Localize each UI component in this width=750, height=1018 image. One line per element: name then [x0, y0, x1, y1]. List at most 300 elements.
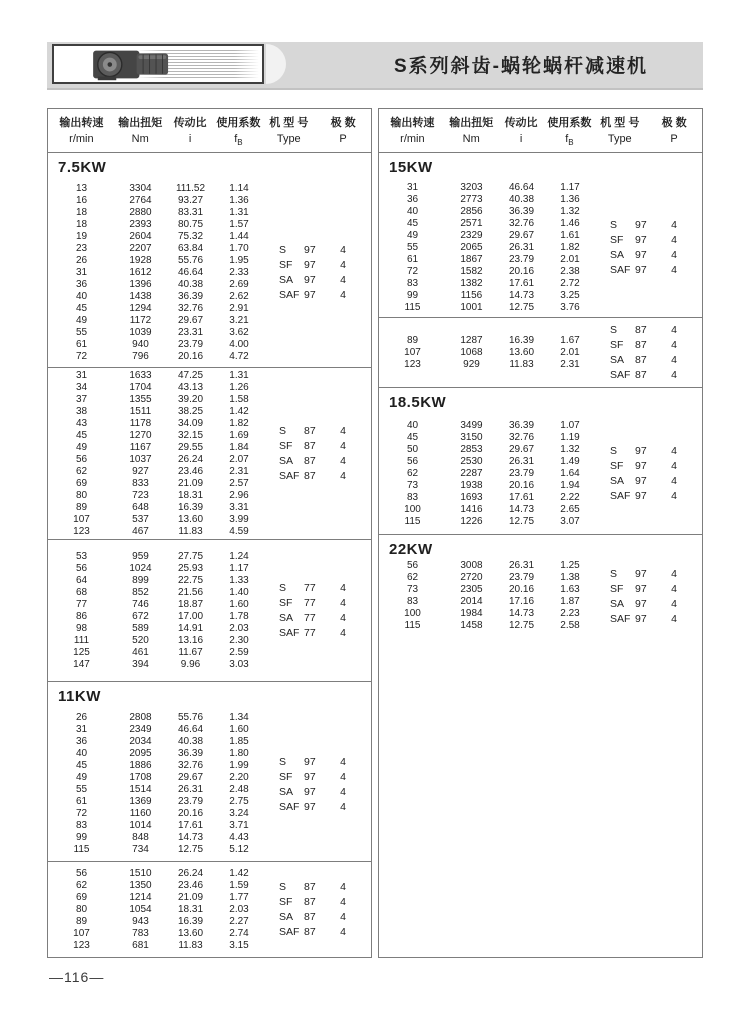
- cell-ratio: 40.38: [177, 278, 204, 290]
- spec-block: [48, 153, 371, 367]
- model-type-row: [263, 596, 371, 611]
- poles-count: 4: [340, 926, 346, 938]
- cell-ratio: 13.60: [177, 513, 204, 525]
- cell-torque: 796: [132, 350, 149, 362]
- cell-ratio: 18.31: [177, 489, 204, 501]
- poles-count: 4: [340, 612, 346, 624]
- cell-torque: 1172: [129, 314, 152, 326]
- cell-speed: 56: [75, 867, 88, 879]
- cell-torque: 1928: [129, 254, 152, 266]
- spec-rows: [379, 420, 594, 528]
- cell-ratio: 26.31: [508, 455, 535, 467]
- poles-count: 4: [671, 612, 677, 625]
- cell-torque: 1416: [460, 503, 483, 515]
- cell-speed: 45: [75, 429, 88, 441]
- table-row: [48, 291, 263, 303]
- cell-speed: 64: [75, 574, 88, 586]
- cell-service-factor: 2.38: [560, 265, 580, 277]
- cell-ratio: 34.09: [177, 417, 204, 429]
- cell-speed: 50: [406, 443, 419, 455]
- table-row: [379, 347, 594, 359]
- model-type-row: [263, 769, 371, 784]
- cell-service-factor: 3.25: [560, 289, 580, 301]
- model-type-prefix: SA: [279, 612, 294, 624]
- cell-service-factor: 1.42: [229, 867, 249, 879]
- table-row: [48, 575, 263, 587]
- cell-speed: 69: [75, 891, 88, 903]
- cell-torque: 1355: [129, 393, 152, 405]
- model-type-row: [263, 469, 371, 484]
- model-types: [594, 566, 702, 626]
- spec-rows: [379, 182, 594, 314]
- cell-ratio: 29.67: [177, 772, 204, 783]
- cell-torque: 848: [132, 832, 149, 843]
- table-row: [48, 736, 263, 748]
- model-type-size: 97: [635, 234, 647, 246]
- cell-service-factor: 3.03: [229, 658, 249, 670]
- poles-count: 4: [340, 627, 346, 639]
- cell-ratio: 55.76: [177, 254, 204, 266]
- model-type-row: [263, 626, 371, 641]
- table-row: [48, 183, 263, 195]
- cell-torque: 2287: [460, 467, 483, 479]
- model-type-name: [263, 911, 316, 923]
- cell-service-factor: 1.25: [560, 560, 580, 571]
- cell-speed: 53: [75, 550, 88, 562]
- cell-torque: 467: [132, 525, 149, 537]
- poles-count: 4: [340, 911, 346, 923]
- model-type-size: 77: [304, 627, 316, 639]
- model-type-row: [263, 454, 371, 469]
- model-type-prefix: SA: [610, 249, 625, 261]
- model-type-prefix: SA: [610, 475, 625, 487]
- cell-service-factor: 2.23: [560, 608, 580, 619]
- table-row: [379, 492, 594, 504]
- table-row: [48, 406, 263, 418]
- model-types: [263, 243, 371, 303]
- poles-count: 4: [671, 460, 677, 472]
- cell-service-factor: 2.31: [229, 465, 249, 477]
- cell-ratio: 9.96: [180, 658, 201, 670]
- model-types: [263, 880, 371, 940]
- cell-service-factor: 1.94: [560, 479, 580, 491]
- cell-ratio: 14.73: [508, 503, 535, 515]
- cell-ratio: 39.20: [177, 393, 204, 405]
- cell-service-factor: 1.34: [229, 712, 249, 723]
- cell-service-factor: 1.95: [229, 254, 249, 266]
- cell-service-factor: 1.99: [229, 760, 249, 771]
- cell-torque: 2853: [460, 443, 483, 455]
- model-type-name: [263, 627, 316, 639]
- model-type-size: 97: [304, 800, 316, 813]
- cell-torque: 3150: [460, 431, 483, 443]
- cell-torque: 3304: [129, 182, 152, 194]
- table-row: [379, 230, 594, 242]
- cell-ratio: 38.25: [177, 405, 204, 417]
- cell-ratio: 46.64: [177, 724, 204, 735]
- cell-speed: 18: [75, 218, 88, 230]
- poles-count: 4: [340, 785, 346, 798]
- cell-speed: 61: [75, 338, 88, 350]
- cell-ratio: 21.09: [177, 477, 204, 489]
- model-type-row: [263, 258, 371, 273]
- cell-service-factor: 5.12: [229, 844, 249, 855]
- column-header-ratio: 传动比 i: [173, 117, 207, 145]
- cell-service-factor: 3.31: [229, 501, 249, 513]
- model-type-size: 97: [304, 785, 316, 798]
- poles-count: 4: [340, 755, 346, 768]
- cell-service-factor: 2.65: [560, 503, 580, 515]
- cell-speed: 49: [75, 314, 88, 326]
- power-rating-title: 18.5KW: [389, 394, 447, 411]
- cell-speed: 89: [406, 334, 419, 346]
- poles-count: 4: [671, 475, 677, 487]
- cell-service-factor: 1.85: [229, 736, 249, 747]
- spec-block: [48, 681, 371, 861]
- cell-speed: 16: [75, 194, 88, 206]
- model-type-row: [594, 459, 702, 474]
- spec-tables-container: [47, 108, 703, 958]
- spec-block-body: [48, 862, 371, 957]
- cell-torque: 2880: [129, 206, 152, 218]
- cell-speed: 72: [75, 350, 88, 362]
- cell-speed: 37: [75, 393, 88, 405]
- cell-ratio: 26.24: [177, 867, 204, 879]
- cell-speed: 115: [404, 301, 421, 313]
- model-type-size: 97: [635, 264, 647, 276]
- poles-count: 4: [340, 440, 346, 452]
- table-row: [379, 584, 594, 596]
- model-type-name: [263, 612, 316, 624]
- cell-speed: 62: [406, 572, 419, 583]
- table-row: [48, 478, 263, 490]
- cell-torque: 1886: [129, 760, 152, 771]
- cell-ratio: 12.75: [508, 515, 535, 527]
- table-row: [379, 572, 594, 584]
- cell-speed: 100: [404, 503, 421, 515]
- table-row: [48, 712, 263, 724]
- model-type-prefix: S: [279, 244, 287, 256]
- model-type-size: 87: [304, 911, 316, 923]
- cell-torque: 1068: [460, 346, 483, 358]
- poles-count: 4: [671, 219, 677, 231]
- model-type-name: [263, 801, 316, 813]
- cell-torque: 2530: [460, 455, 483, 467]
- model-type-name: [594, 234, 647, 246]
- table-row: [379, 468, 594, 480]
- table-row: [48, 351, 263, 363]
- cell-speed: 107: [73, 927, 90, 939]
- cell-speed: 80: [75, 489, 88, 501]
- cell-ratio: 83.31: [177, 206, 204, 218]
- table-row: [379, 516, 594, 528]
- table-row: [379, 432, 594, 444]
- cell-torque: 2305: [460, 584, 483, 595]
- table-row: [48, 832, 263, 844]
- table-row: [48, 219, 263, 231]
- table-row: [48, 563, 263, 575]
- model-type-size: 87: [635, 354, 647, 366]
- cell-torque: 959: [132, 550, 149, 562]
- cell-ratio: 14.91: [177, 622, 204, 634]
- cell-service-factor: 1.36: [560, 193, 580, 205]
- cell-torque: 2095: [129, 748, 152, 759]
- table-row: [379, 444, 594, 456]
- cell-torque: 1287: [460, 334, 483, 346]
- cell-service-factor: 1.57: [229, 218, 249, 230]
- model-type-size: 97: [635, 460, 647, 472]
- cell-ratio: 17.00: [177, 610, 204, 622]
- cell-torque: 1693: [460, 491, 483, 503]
- spec-block: [379, 317, 702, 387]
- cell-speed: 18: [75, 206, 88, 218]
- cell-speed: 73: [406, 584, 419, 595]
- cell-service-factor: 1.82: [560, 241, 580, 253]
- power-rating-title: 22KW: [389, 541, 433, 558]
- cell-ratio: 16.39: [508, 334, 535, 346]
- table-row: [379, 335, 594, 347]
- cell-ratio: 18.31: [177, 903, 204, 915]
- cell-torque: 1867: [460, 253, 483, 265]
- cell-service-factor: 1.49: [560, 455, 580, 467]
- table-row: [48, 587, 263, 599]
- model-type-prefix: SAF: [610, 369, 631, 381]
- cell-speed: 26: [75, 712, 88, 723]
- cell-ratio: 18.87: [177, 598, 204, 610]
- cell-ratio: 11.83: [178, 939, 203, 951]
- table-row: [48, 255, 263, 267]
- cell-service-factor: 1.32: [560, 205, 580, 217]
- model-type-row: [594, 581, 702, 596]
- cell-service-factor: 1.07: [560, 419, 580, 431]
- model-type-row: [594, 218, 702, 233]
- column-header-service-factor: 使用系数 $f_B$: [547, 117, 592, 148]
- cell-ratio: 26.24: [177, 453, 204, 465]
- cell-speed: 123: [73, 939, 90, 951]
- cell-ratio: 13.60: [177, 927, 204, 939]
- table-row: [379, 560, 594, 572]
- table-row: [379, 596, 594, 608]
- cell-torque: 1167: [129, 441, 152, 453]
- model-type-prefix: SAF: [279, 926, 300, 938]
- model-type-name: [594, 583, 647, 595]
- cell-speed: 83: [406, 277, 419, 289]
- model-type-size: 77: [304, 612, 316, 624]
- cell-speed: 68: [75, 586, 88, 598]
- cell-torque: 2065: [460, 241, 483, 253]
- gear-reducer-photo: [82, 46, 182, 83]
- model-types: [263, 581, 371, 641]
- cell-service-factor: 1.17: [229, 562, 249, 574]
- cell-speed: 77: [75, 598, 88, 610]
- model-type-prefix: SF: [279, 597, 293, 609]
- cell-torque: 1514: [129, 784, 152, 795]
- cell-service-factor: 2.57: [229, 477, 249, 489]
- model-type-row: [594, 489, 702, 504]
- model-type-prefix: SA: [279, 785, 294, 798]
- table-row: [379, 218, 594, 230]
- poles-count: 4: [340, 425, 346, 437]
- model-type-prefix: SAF: [610, 264, 631, 276]
- model-type-prefix: SAF: [279, 627, 300, 639]
- cell-ratio: 26.31: [508, 241, 535, 253]
- cell-torque: 2014: [460, 596, 483, 607]
- spec-block: [379, 153, 702, 317]
- model-type-size: 87: [635, 324, 647, 336]
- cell-speed: 38: [75, 405, 88, 417]
- cell-ratio: 16.39: [177, 501, 204, 513]
- cell-ratio: 14.73: [508, 289, 535, 301]
- column-header-output-torque: 输出扭矩 Nm: [118, 117, 163, 145]
- cell-speed: 45: [406, 431, 419, 443]
- table-row: [379, 504, 594, 516]
- column-header-service-factor: 使用系数 $f_B$: [216, 117, 261, 148]
- model-type-prefix: S: [279, 881, 287, 893]
- cell-torque: 1633: [129, 369, 152, 381]
- cell-ratio: 47.25: [177, 369, 204, 381]
- cell-ratio: 11.83: [509, 358, 534, 370]
- poles-count: 4: [671, 249, 677, 261]
- cell-torque: 1382: [460, 277, 483, 289]
- model-type-prefix: SA: [610, 354, 625, 366]
- cell-torque: 1708: [129, 772, 152, 783]
- cell-service-factor: 1.17: [560, 181, 580, 193]
- table-row: [48, 394, 263, 406]
- cell-service-factor: 2.59: [229, 646, 249, 658]
- cell-ratio: 17.61: [177, 820, 204, 831]
- poles-count: 4: [340, 597, 346, 609]
- model-type-size: 97: [304, 259, 316, 271]
- cell-speed: 45: [406, 217, 419, 229]
- page-header-banner: [47, 42, 703, 90]
- model-type-prefix: SA: [279, 274, 294, 286]
- cell-ratio: 12.75: [508, 620, 535, 631]
- model-type-name: [263, 455, 316, 467]
- model-type-name: [594, 249, 647, 261]
- table-row: [48, 231, 263, 243]
- table-body-right: [379, 153, 702, 957]
- cell-service-factor: 1.63: [560, 584, 580, 595]
- cell-torque: 2808: [129, 712, 152, 723]
- model-type-row: [594, 474, 702, 489]
- cell-ratio: 46.64: [508, 181, 535, 193]
- cell-speed: 80: [75, 903, 88, 915]
- model-type-name: [594, 460, 647, 472]
- model-type-size: 87: [304, 455, 316, 467]
- cell-torque: 1396: [129, 278, 152, 290]
- table-row: [379, 480, 594, 492]
- cell-service-factor: 1.80: [229, 748, 249, 759]
- model-type-prefix: SF: [610, 460, 624, 472]
- cell-service-factor: 1.32: [560, 443, 580, 455]
- cell-torque: 2571: [460, 217, 483, 229]
- cell-ratio: 11.83: [178, 525, 203, 537]
- cell-torque: 1612: [129, 266, 152, 278]
- table-row: [48, 370, 263, 382]
- cell-torque: 1938: [460, 479, 483, 491]
- model-type-size: 97: [635, 582, 647, 595]
- cell-torque: 394: [132, 658, 149, 670]
- cell-speed: 26: [75, 254, 88, 266]
- model-type-size: 87: [304, 926, 316, 938]
- table-row: [48, 916, 263, 928]
- model-type-prefix: S: [610, 567, 618, 580]
- cell-service-factor: 1.64: [560, 467, 580, 479]
- cell-torque: 1024: [129, 562, 152, 574]
- cell-torque: 1160: [129, 808, 152, 819]
- cell-torque: 1294: [129, 302, 152, 314]
- model-type-name: [263, 771, 316, 783]
- table-row: [379, 359, 594, 371]
- model-type-size: 77: [304, 582, 316, 594]
- cell-service-factor: 1.38: [560, 572, 580, 583]
- model-type-name: [594, 568, 647, 580]
- cell-torque: 1037: [129, 453, 152, 465]
- cell-speed: 56: [406, 455, 419, 467]
- table-header: [379, 109, 702, 153]
- model-type-name: [263, 289, 316, 301]
- model-type-size: 97: [635, 475, 647, 487]
- cell-ratio: 63.84: [177, 242, 204, 254]
- model-type-size: 87: [635, 369, 647, 381]
- cell-speed: 56: [406, 560, 419, 571]
- poles-count: 4: [340, 582, 346, 594]
- column-header-poles: 极 数 P: [661, 117, 687, 145]
- table-row: [48, 892, 263, 904]
- spec-table-right: [378, 108, 703, 958]
- table-row: [379, 254, 594, 266]
- model-type-prefix: SAF: [610, 490, 631, 502]
- table-row: [48, 382, 263, 394]
- cell-torque: 1014: [129, 820, 152, 831]
- cell-speed: 99: [75, 832, 88, 843]
- table-row: [379, 620, 594, 632]
- table-row: [48, 303, 263, 315]
- cell-speed: 111: [73, 634, 90, 646]
- cell-ratio: 26.31: [177, 784, 204, 795]
- cell-ratio: 93.27: [177, 194, 204, 206]
- cell-ratio: 20.16: [177, 350, 204, 362]
- cell-speed: 36: [75, 278, 88, 290]
- cell-speed: 89: [75, 501, 88, 513]
- model-type-row: [594, 263, 702, 278]
- table-row: [379, 266, 594, 278]
- cell-speed: 43: [75, 417, 88, 429]
- model-type-size: 97: [635, 219, 647, 231]
- table-row: [48, 904, 263, 916]
- spec-block-body: [48, 540, 371, 681]
- cell-service-factor: 2.07: [229, 453, 249, 465]
- cell-service-factor: 1.58: [229, 393, 249, 405]
- table-row: [48, 760, 263, 772]
- table-row: [48, 430, 263, 442]
- cell-ratio: 23.79: [508, 253, 535, 265]
- cell-service-factor: 1.33: [229, 574, 249, 586]
- cell-service-factor: 3.62: [229, 326, 249, 338]
- model-type-name: [594, 445, 647, 457]
- cell-torque: 1350: [129, 879, 152, 891]
- cell-service-factor: 1.40: [229, 586, 249, 598]
- cell-torque: 537: [132, 513, 149, 525]
- spec-rows: [48, 868, 263, 952]
- poles-count: 4: [671, 582, 677, 595]
- cell-ratio: 26.31: [508, 560, 535, 571]
- poles-count: 4: [671, 369, 677, 381]
- cell-ratio: 21.56: [177, 586, 204, 598]
- poles-count: 4: [340, 274, 346, 286]
- cell-torque: 1984: [460, 608, 483, 619]
- cell-torque: 746: [132, 598, 149, 610]
